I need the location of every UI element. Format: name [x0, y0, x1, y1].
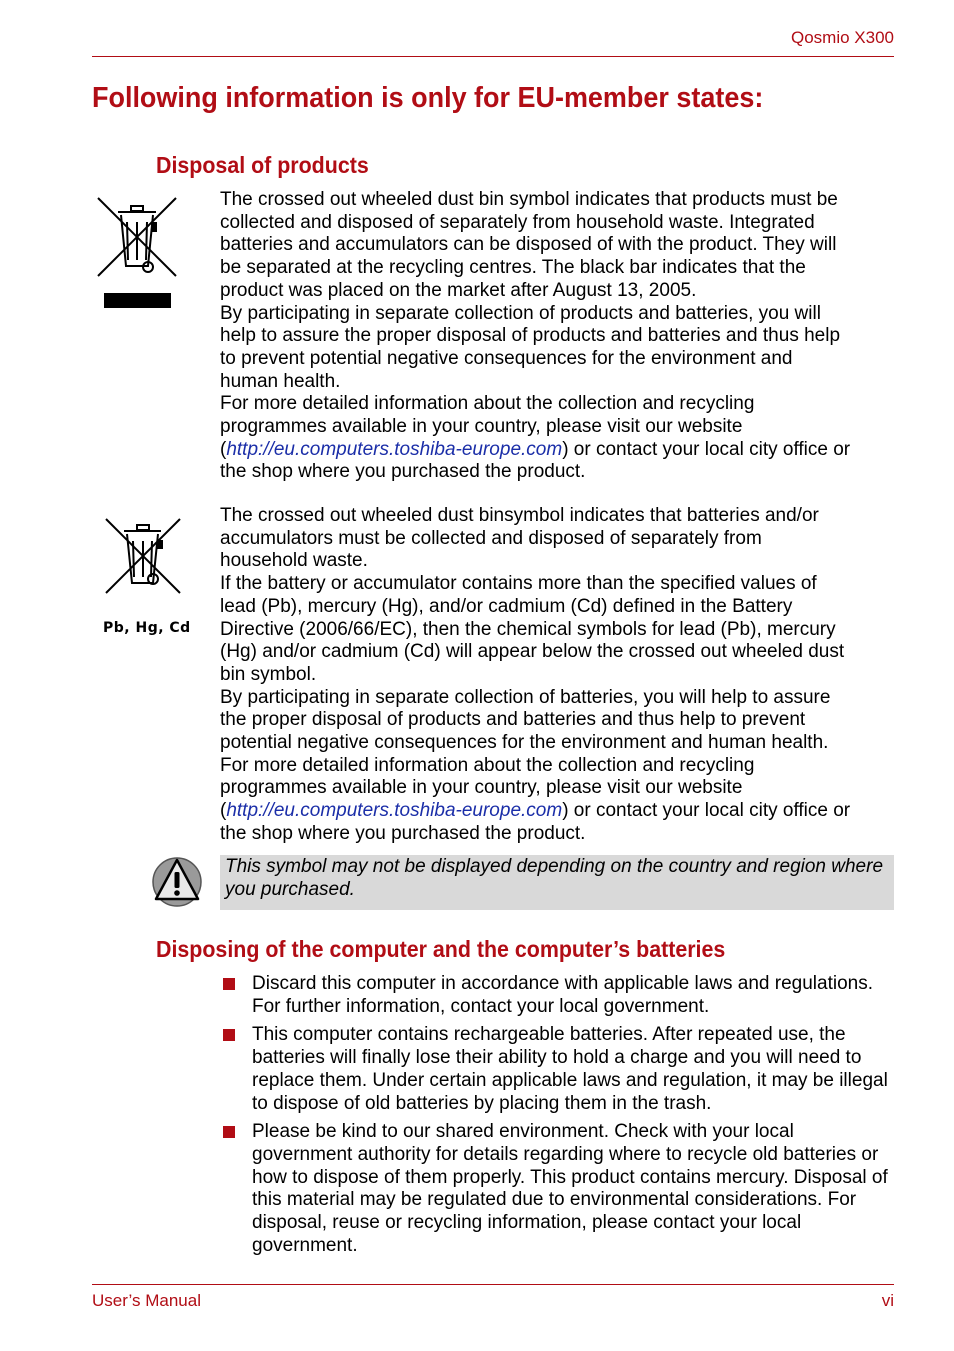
disposal-paragraph: The crossed out wheeled dust bin symbol indicates that products must be collected and disposed of separately from household waste. Integrated batteries and accumulators can be disposed of with the product. They will be separated at the recycling centres. The black bar indicates that the product was placed on the market after August 13, 2005. By participating in separate collection of products and batteries, you will help to assure the proper disposal of products and batteries and thus help to prevent potential negative consequences for the environment and human health. For more detailed information about the collection and recycling programmes available in your country, please visit our website (http://eu.computers.toshiba-europe.com) or contact your local city office or the shop where you purchased the product.: [220, 189, 851, 483]
crossed-out-bin-icon: [104, 517, 182, 595]
batteries-paragraph: The crossed out wheeled dust binsymbol indicates that batteries and/or accumulators must be collected and disposed of separately from household waste. If the battery or accumulator contains more than the specified values of lead (Pb), mercury (Hg), and/or cadmium (Cd) defined in the Battery Directive (2006/66/EC), then the chemical symbols for lead (Pb), mercury (Hg) and/or cadmium (Cd) will appear below the crossed out wheeled dust bin symbol. By participating in separate collection of batteries, you will help to assure the proper disposal of products and batteries and thus help to prevent potential negative consequences for the environment and human health. For more detailed information about the collection and recycling programmes available in your country, please visit our website (http://eu.computers.toshiba-europe.com) or contact your local city office or the shop where you purchased the product.: [220, 505, 851, 844]
header-product-name: Qosmio X300: [791, 28, 894, 47]
list-item: Please be kind to our shared environment. Check with your local government authority for details regarding where to recycle old batteries or how to dispose of them properly. This product contains mercury. Disposal of this material may be regulated due to environmental considerations. For disposal, reuse or recycling information, please contact your local government.: [220, 1121, 896, 1257]
footer-manual-title: User’s Manual: [92, 1291, 201, 1310]
bullet-square-icon: [223, 1029, 235, 1041]
bullet-square-icon: [223, 978, 235, 990]
warning-icon: [151, 854, 203, 908]
list-item: This computer contains rechargeable batteries. After repeated use, the batteries will finally lose their ability to hold a charge and you will need to replace them. Under certain applicable laws and regulation, it may be illegal to dispose of old batteries by placing them in the trash.: [220, 1024, 896, 1115]
website-link[interactable]: http://eu.computers.toshiba-europe.com: [226, 438, 563, 460]
page-title: Following information is only for EU-member states:: [92, 82, 764, 114]
crossed-out-bin-icon: [96, 196, 178, 312]
disposal-bullet-list: [220, 973, 896, 1263]
website-link[interactable]: http://eu.computers.toshiba-europe.com: [226, 800, 563, 822]
page-number: vi: [881, 1291, 894, 1310]
chemical-symbols-label: Pb, Hg, Cd: [103, 620, 191, 636]
section-heading-disposing-computer: Disposing of the computer and the computer’s batteries: [156, 936, 726, 962]
note-box: [220, 855, 894, 910]
header-rule: [92, 56, 894, 57]
footer-rule: [92, 1284, 894, 1285]
note-text: This symbol may not be displayed depending on the country and region where you purchased.: [225, 856, 884, 900]
list-item: Discard this computer in accordance with applicable laws and regulations. For further information, contact your local government.: [220, 973, 896, 1018]
bullet-square-icon: [223, 1126, 235, 1138]
section-heading-disposal-of-products: Disposal of products: [156, 152, 369, 178]
